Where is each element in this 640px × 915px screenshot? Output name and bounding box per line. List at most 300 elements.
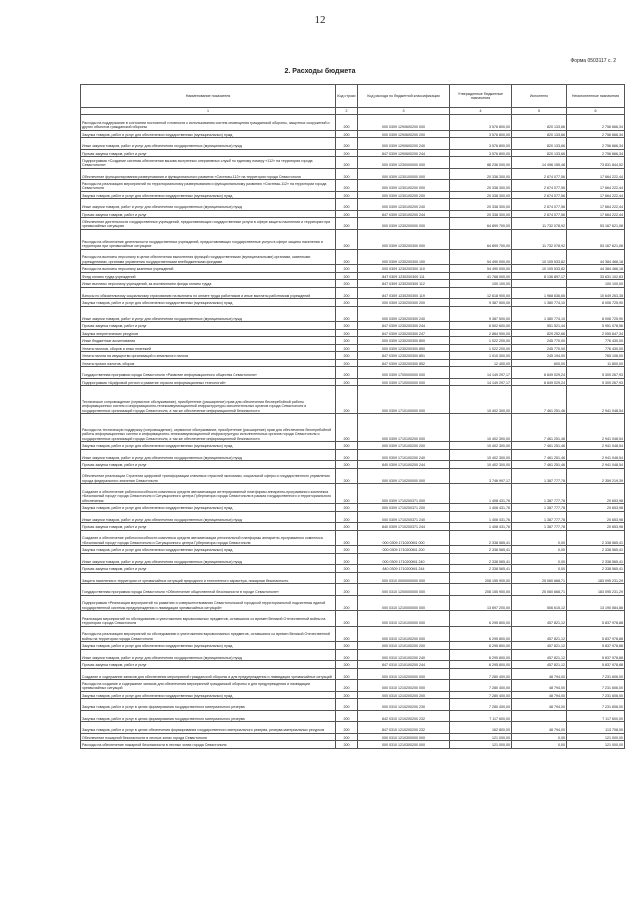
row-unexecuted: 2 756 666,34 xyxy=(567,115,625,131)
row-line-code: 200 xyxy=(336,611,358,627)
row-class-code: 000 0310 1210000000 000 xyxy=(358,595,450,611)
row-class-code: 000 0310 1210100200 240 xyxy=(358,649,450,661)
table-row xyxy=(81,680,625,692)
row-unexecuted: 121 000,00 xyxy=(567,733,625,741)
table-row xyxy=(81,710,625,722)
row-class-code: 000 0309 1230100200 000 xyxy=(358,180,450,192)
table-row xyxy=(81,329,625,337)
row-class-code: 000 0309 1230200300 000 xyxy=(358,229,450,249)
row-class-code: 000 0309 1290600200 000 xyxy=(358,115,450,131)
row-approved: 20 338 300,00 xyxy=(450,191,512,199)
row-name: Уплата прочих налогов, сборов xyxy=(81,359,336,367)
row-class-code: 000 0310 0000000000 000 xyxy=(358,572,450,584)
row-unexecuted: 13 190 584,88 xyxy=(567,595,625,611)
row-line-code: 200 xyxy=(336,157,358,169)
row-name: Прочая закупка товаров, работ и услуг xyxy=(81,210,336,218)
row-line-code: 200 xyxy=(336,584,358,596)
row-name: Подпрограмма «Создание системы обеспечения вызова экстренных оперативных служб по единому номеру «112» на территории города Севастополя» xyxy=(81,157,336,169)
row-executed: 7 461 251,46 xyxy=(512,414,567,442)
row-executed: 0,00 xyxy=(512,553,567,565)
table-row xyxy=(81,484,625,504)
row-unexecuted: 7 117 600,00 xyxy=(567,710,625,722)
row-name: Иные закупки товаров, работ и услуг для обеспечения государственных (муниципальных) нужд xyxy=(81,449,336,461)
table-row xyxy=(81,157,625,169)
row-class-code: 847 0309 1230200300 119 xyxy=(358,287,450,299)
row-executed: 10 105 533,82 xyxy=(512,265,567,273)
row-unexecuted: 2 941 048,54 xyxy=(567,461,625,469)
row-executed: 48 794,00 xyxy=(512,691,567,699)
row-approved: 2 338 565,41 xyxy=(450,553,512,565)
row-class-code: 000 0309 1230100200 200 xyxy=(358,191,450,199)
row-executed: 0,00 xyxy=(512,546,567,554)
row-executed: 245 194,00 xyxy=(512,352,567,360)
row-approved: 9 387 500,00 xyxy=(450,299,512,307)
table-row xyxy=(81,733,625,741)
row-line-code: 200 xyxy=(336,661,358,669)
row-line-code: 200 xyxy=(336,565,358,573)
row-unexecuted: 2 756 666,34 xyxy=(567,149,625,157)
column-number: 5 xyxy=(512,108,567,115)
row-executed: 11 732 078,92 xyxy=(512,218,567,230)
row-executed: 1 387 777,78 xyxy=(512,504,567,512)
table-row xyxy=(81,367,625,379)
row-approved: 1 408 431,76 xyxy=(450,523,512,531)
row-class-code: 847 0309 1230200300 112 xyxy=(358,280,450,288)
row-unexecuted: 7 231 606,00 xyxy=(567,668,625,680)
row-executed: 457 821,12 xyxy=(512,649,567,661)
row-executed: 0,00 xyxy=(512,733,567,741)
row-class-code: 000 0309 1230100200 240 xyxy=(358,199,450,211)
row-approved: 121 000,00 xyxy=(450,741,512,749)
row-class-code: 000 0309 1700000000 000 xyxy=(358,367,450,379)
row-approved: 2 338 565,41 xyxy=(450,546,512,554)
row-executed: 1 380 774,10 xyxy=(512,299,567,307)
row-approved: 14 149 297,17 xyxy=(450,367,512,379)
row-line-code: 200 xyxy=(336,322,358,330)
row-line-code: 200 xyxy=(336,414,358,442)
row-executed: 48 794,00 xyxy=(512,699,567,711)
row-executed: 2 674 077,56 xyxy=(512,191,567,199)
row-unexecuted: 5 837 978,88 xyxy=(567,642,625,650)
row-executed: 2 674 077,56 xyxy=(512,210,567,218)
row-line-code: 200 xyxy=(336,572,358,584)
row-approved: 10 402 300,00 xyxy=(450,449,512,461)
table-row xyxy=(81,287,625,299)
table-row xyxy=(81,442,625,450)
row-executed: 48 794,00 xyxy=(512,668,567,680)
row-unexecuted: 53 167 621,08 xyxy=(567,218,625,230)
row-name: Государственная программа города Севастополя «Развитие информационного общества Севастополя» xyxy=(81,367,336,379)
table-row xyxy=(81,626,625,642)
row-executed: 245 770,00 xyxy=(512,337,567,345)
row-name: Закупка товаров, работ и услуг в целях формирования государственного материального резерва xyxy=(81,699,336,711)
row-unexecuted: 2 055 647,34 xyxy=(567,329,625,337)
row-unexecuted: 5 837 978,88 xyxy=(567,626,625,642)
row-name: Закупка товаров, работ и услуг в целях формирования государственного материального резерва xyxy=(81,710,336,722)
row-name: Реализация мероприятий по обследованию и уничтожению взрывоопасных предметов, оставшихся со времен Великой Отечественной войны на территории города Севастополя xyxy=(81,611,336,627)
row-unexecuted: 2 941 048,54 xyxy=(567,442,625,450)
row-executed: 457 821,12 xyxy=(512,642,567,650)
row-name: Создание и содержание запасов для обеспечения мероприятий гражданской обороны и для предупреждения и ликвидации чрезвычайных ситуаций xyxy=(81,668,336,680)
row-unexecuted: 100 100,00 xyxy=(567,280,625,288)
row-name: Расходы на поддержание в состоянии постоянной готовности к использованию систем оповещения гражданской обороны, защитных сооружений и других объектов гражданской обороны xyxy=(81,115,336,131)
row-line-code: 200 xyxy=(336,359,358,367)
row-unexecuted: 776 430,00 xyxy=(567,344,625,352)
row-executed: 48 794,00 xyxy=(512,722,567,734)
row-executed: 1 387 777,78 xyxy=(512,523,567,531)
row-unexecuted: 5 951 078,56 xyxy=(567,322,625,330)
row-name: Закупка товаров, работ и услуг для обеспечения государственных (муниципальных) нужд xyxy=(81,130,336,138)
row-unexecuted: 183 095 231,29 xyxy=(567,584,625,596)
column-number: 3 xyxy=(358,108,450,115)
row-unexecuted: 11 800,00 xyxy=(567,359,625,367)
table-row xyxy=(81,130,625,138)
row-class-code: 000 0309 1290600200 240 xyxy=(358,138,450,150)
row-class-code: 000 0310 1210300000 000 xyxy=(358,733,450,741)
table-row xyxy=(81,546,625,554)
row-executed: 1 387 777,78 xyxy=(512,511,567,523)
row-unexecuted: 2 338 565,41 xyxy=(567,530,625,546)
row-line-code: 200 xyxy=(336,115,358,131)
row-executed: 48 794,00 xyxy=(512,680,567,692)
row-name: Подпрограмма «Реализация мероприятий по развитию и совершенствованию Севастопольской городской территориальной подсистемы единой государственной системы предупреждения и ликвидации чрезвычайных ситуаций» xyxy=(81,595,336,611)
row-class-code: 000 0309 1230200300 200 xyxy=(358,299,450,307)
row-approved: 1 022 200,00 xyxy=(450,337,512,345)
row-approved: 6 295 800,00 xyxy=(450,661,512,669)
row-unexecuted: 776 430,00 xyxy=(567,337,625,345)
row-approved: 6 295 800,00 xyxy=(450,611,512,627)
table-row xyxy=(81,553,625,565)
row-line-code: 200 xyxy=(336,523,358,531)
row-unexecuted: 8 006 725,90 xyxy=(567,299,625,307)
row-name: Иные выплаты персоналу учреждений, за исключением фонда оплаты труда xyxy=(81,280,336,288)
row-line-code: 200 xyxy=(336,649,358,661)
row-line-code: 200 xyxy=(336,168,358,180)
row-line-code: 200 xyxy=(336,199,358,211)
row-class-code: 000 0310 1210200200 200 xyxy=(358,691,450,699)
table-row xyxy=(81,229,625,249)
row-line-code: 200 xyxy=(336,272,358,280)
row-line-code: 200 xyxy=(336,449,358,461)
row-class-code: 840 0309 1710200371 244 xyxy=(358,523,450,531)
row-executed: 457 821,12 xyxy=(512,611,567,627)
row-unexecuted: 44 384 466,18 xyxy=(567,249,625,265)
row-unexecuted: 17 664 222,44 xyxy=(567,199,625,211)
row-line-code: 200 xyxy=(336,329,358,337)
row-approved: 20 338 300,00 xyxy=(450,210,512,218)
table-row xyxy=(81,523,625,531)
table-row xyxy=(81,210,625,218)
row-class-code: 000 0310 1210200000 000 xyxy=(358,668,450,680)
row-unexecuted: 7 231 606,00 xyxy=(567,699,625,711)
row-approved: 13 697 200,00 xyxy=(450,595,512,611)
row-line-code: 200 xyxy=(336,504,358,512)
row-line-code: 200 xyxy=(336,280,358,288)
table-row xyxy=(81,595,625,611)
row-approved: 54 490 000,00 xyxy=(450,265,512,273)
row-unexecuted: 20 653,98 xyxy=(567,511,625,523)
row-name: Иные закупки товаров, работ и услуг для обеспечения государственных (муниципальных) нужд xyxy=(81,511,336,523)
row-class-code: 000 0310 1210300200 000 xyxy=(358,741,450,749)
row-line-code: 200 xyxy=(336,344,358,352)
row-name: Закупка товаров, работ и услуг для обеспечения государственных (муниципальных) нужд xyxy=(81,299,336,307)
row-approved: 6 295 800,00 xyxy=(450,649,512,661)
row-name: Закупка товаров, работ и услуг для обеспечения государственных (муниципальных) нужд xyxy=(81,442,336,450)
table-row xyxy=(81,504,625,512)
row-unexecuted: 765 106,00 xyxy=(567,352,625,360)
table-row xyxy=(81,191,625,199)
row-approved: 20 338 300,00 xyxy=(450,168,512,180)
row-name: Защита населения и территории от чрезвычайных ситуаций природного и техногенного характера, пожарная безопасность xyxy=(81,572,336,584)
row-name: Иные закупки товаров, работ и услуг для обеспечения государственных (муниципальных) нужд xyxy=(81,306,336,322)
row-approved: 10 402 300,00 xyxy=(450,386,512,414)
row-unexecuted: 44 384 466,18 xyxy=(567,265,625,273)
row-name: Закупка товаров, работ и услуг для обеспечения государственных (муниципальных) нужд xyxy=(81,191,336,199)
row-unexecuted: 17 664 222,44 xyxy=(567,168,625,180)
page-number: 12 xyxy=(314,14,326,26)
row-line-code: 200 xyxy=(336,180,358,192)
row-unexecuted: 2 941 048,54 xyxy=(567,386,625,414)
row-name: Прочая закупка товаров, работ и услуг xyxy=(81,661,336,669)
row-unexecuted: 2 338 565,41 xyxy=(567,565,625,573)
row-class-code: 000 0309 1230100000 000 xyxy=(358,168,450,180)
row-unexecuted: 2 756 666,34 xyxy=(567,130,625,138)
row-approved: 10 402 300,00 xyxy=(450,414,512,442)
row-unexecuted: 113 708,00 xyxy=(567,722,625,734)
row-executed: 551 521,44 xyxy=(512,322,567,330)
row-class-code: 847 0310 1210100200 244 xyxy=(358,661,450,669)
table-row xyxy=(81,722,625,734)
table-row xyxy=(81,642,625,650)
row-approved: 3 576 800,00 xyxy=(450,130,512,138)
row-class-code: 842 0310 1210200200 232 xyxy=(358,710,450,722)
table-row xyxy=(81,352,625,360)
row-class-code: 000 0309 1230200300 100 xyxy=(358,249,450,265)
row-approved: 3 576 800,00 xyxy=(450,115,512,131)
row-class-code: 000 0309 1710200371 240 xyxy=(358,511,450,523)
row-unexecuted: 7 231 606,00 xyxy=(567,680,625,692)
row-approved: 41 768 000,00 xyxy=(450,272,512,280)
row-name: Обеспечение реализации Стратегии цифровой трансформации ключевых отраслей экономики, социальной сферы и государственного управления города федерального значения Севастополя xyxy=(81,468,336,484)
row-executed: 25 060 668,71 xyxy=(512,572,567,584)
row-line-code: 200 xyxy=(336,461,358,469)
row-executed: 1 968 636,65 xyxy=(512,287,567,299)
row-unexecuted: 17 664 222,44 xyxy=(567,191,625,199)
table-row xyxy=(81,149,625,157)
row-class-code: 840 0309 1710200M1 244 xyxy=(358,565,450,573)
table-row xyxy=(81,386,625,414)
column-number: 2 xyxy=(336,108,358,115)
row-approved: 6 295 800,00 xyxy=(450,626,512,642)
table-row xyxy=(81,218,625,230)
row-name: Взносы по обязательному социальному страхованию на выплаты по оплате труда работников и иные выплаты работникам учреждений xyxy=(81,287,336,299)
row-unexecuted: 5 837 978,88 xyxy=(567,661,625,669)
row-executed: 7 461 251,46 xyxy=(512,461,567,469)
row-executed: 600,00 xyxy=(512,359,567,367)
row-unexecuted: 5 837 978,88 xyxy=(567,611,625,627)
row-class-code: 000 0309 1710100200 000 xyxy=(358,414,450,442)
section-title: 2. Расходы бюджета xyxy=(284,68,356,75)
row-unexecuted: 8 006 725,90 xyxy=(567,306,625,322)
row-line-code: 200 xyxy=(336,530,358,546)
row-line-code: 200 xyxy=(336,265,358,273)
row-executed: 1 387 777,78 xyxy=(512,484,567,504)
row-name: Закупка товаров, работ и услуг для обеспечения государственных (муниципальных) нужд xyxy=(81,691,336,699)
row-executed: 0,00 xyxy=(512,741,567,749)
row-name: Закупка энергетических ресурсов xyxy=(81,329,336,337)
row-class-code: 000 0309 1710200M1 200 xyxy=(358,546,450,554)
row-name: Создание и обеспечение работоспособности комплекса средств автоматизации региональной платформы аппаратно-программного комплекса «Безопасный город» города Севастополя и Ситуационного центра Губернатора города Севастополя xyxy=(81,530,336,546)
row-approved: 121 000,00 xyxy=(450,733,512,741)
row-executed: 0,00 xyxy=(512,565,567,573)
row-line-code: 200 xyxy=(336,546,358,554)
row-unexecuted: 2 359 219,39 xyxy=(567,468,625,484)
header-code-class: Код расхода по бюджетной классификации xyxy=(358,85,450,108)
row-approved: 14 149 297,17 xyxy=(450,378,512,386)
row-approved: 88 236 000,00 xyxy=(450,157,512,169)
row-approved: 20 338 300,00 xyxy=(450,199,512,211)
row-name: Расходы на создание и содержание запасов для обеспечения мероприятий гражданской обороны и для предупреждения и ликвидации чрезвычайных ситуаций xyxy=(81,680,336,692)
row-name: Обеспечение деятельности государственных учреждений, предоставляющих государственные услуги в сфере защиты населения и территории при чрезвычайных ситуациях xyxy=(81,218,336,230)
row-line-code: 200 xyxy=(336,337,358,345)
row-executed xyxy=(512,280,567,288)
row-class-code: 847 0309 1230200300 852 xyxy=(358,359,450,367)
row-line-code: 200 xyxy=(336,210,358,218)
row-line-code: 200 xyxy=(336,733,358,741)
row-class-code: 847 0309 1230200300 111 xyxy=(358,272,450,280)
row-unexecuted: 2 941 048,54 xyxy=(567,449,625,461)
row-name: Прочая закупка товаров, работ и услуг xyxy=(81,149,336,157)
row-name: Уплата налога на имущество организаций и земельного налога xyxy=(81,352,336,360)
table-row xyxy=(81,691,625,699)
row-class-code: 000 0310 1210100200 000 xyxy=(358,626,450,642)
row-line-code: 200 xyxy=(336,130,358,138)
row-approved: 64 899 700,00 xyxy=(450,218,512,230)
row-approved: 1 408 431,76 xyxy=(450,504,512,512)
row-class-code: 000 0310 1210200200 230 xyxy=(358,699,450,711)
table-row xyxy=(81,699,625,711)
row-class-code: 000 0309 1710200371 000 xyxy=(358,484,450,504)
row-executed: 820 133,66 xyxy=(512,138,567,150)
row-approved: 100 100,00 xyxy=(450,280,512,288)
row-line-code: 200 xyxy=(336,722,358,734)
row-line-code: 200 xyxy=(336,306,358,322)
row-executed: 820 133,66 xyxy=(512,149,567,157)
row-unexecuted: 20 653,98 xyxy=(567,484,625,504)
row-line-code: 200 xyxy=(336,511,358,523)
row-line-code: 200 xyxy=(336,468,358,484)
table-row xyxy=(81,322,625,330)
row-line-code: 200 xyxy=(336,299,358,307)
row-unexecuted: 33 631 102,83 xyxy=(567,272,625,280)
header-executed: Исполнено xyxy=(512,85,567,108)
row-executed: 7 461 251,46 xyxy=(512,386,567,414)
row-name: Уплата налогов, сборов и иных платежей xyxy=(81,344,336,352)
table-row xyxy=(81,572,625,584)
row-approved: 1 408 431,76 xyxy=(450,511,512,523)
row-unexecuted: 5 300 267,93 xyxy=(567,378,625,386)
form-label: Форма 0503117 с. 2 xyxy=(570,58,616,64)
row-approved: 3 576 800,00 xyxy=(450,149,512,157)
row-executed: 457 821,12 xyxy=(512,626,567,642)
row-unexecuted: 20 653,98 xyxy=(567,523,625,531)
row-approved: 7 280 400,00 xyxy=(450,668,512,680)
table-row xyxy=(81,649,625,661)
table-row xyxy=(81,337,625,345)
table-row xyxy=(81,565,625,573)
row-executed: 820 133,66 xyxy=(512,130,567,138)
row-line-code: 200 xyxy=(336,668,358,680)
table-row xyxy=(81,359,625,367)
row-class-code: 000 0309 1710100000 000 xyxy=(358,386,450,414)
row-line-code: 200 xyxy=(336,229,358,249)
column-number-row xyxy=(81,108,625,115)
row-class-code: 000 0309 1710200371 200 xyxy=(358,504,450,512)
row-unexecuted: 53 167 621,08 xyxy=(567,229,625,249)
row-line-code: 200 xyxy=(336,249,358,265)
header-row xyxy=(81,85,625,108)
row-approved: 20 338 300,00 xyxy=(450,180,512,192)
row-unexecuted: 5 300 267,93 xyxy=(567,367,625,379)
table-row xyxy=(81,511,625,523)
row-unexecuted: 73 831 844,52 xyxy=(567,157,625,169)
row-unexecuted: 183 095 231,29 xyxy=(567,572,625,584)
row-name: Расходы на выплаты персоналу казенных учреждений xyxy=(81,265,336,273)
table-row xyxy=(81,249,625,265)
column-number: 4 xyxy=(450,108,512,115)
table-row xyxy=(81,168,625,180)
row-executed: 14 496 155,48 xyxy=(512,157,567,169)
row-executed: 2 674 077,56 xyxy=(512,199,567,211)
row-line-code: 200 xyxy=(336,138,358,150)
row-approved: 3 576 800,00 xyxy=(450,138,512,150)
row-line-code: 200 xyxy=(336,386,358,414)
table-row xyxy=(81,299,625,307)
table-row xyxy=(81,584,625,596)
row-approved: 7 280 400,00 xyxy=(450,691,512,699)
table-row xyxy=(81,306,625,322)
table-row xyxy=(81,661,625,669)
row-executed: 7 461 251,46 xyxy=(512,449,567,461)
table-row xyxy=(81,199,625,211)
row-class-code: 847 0309 1230200300 244 xyxy=(358,322,450,330)
row-name: Иные закупки товаров, работ и услуг для обеспечения государственных (муниципальных) нужд xyxy=(81,649,336,661)
row-name: Закупка товаров, работ и услуг в целях обеспечения формирования государственного материального резерва, резерва материальных ресурсов xyxy=(81,722,336,734)
row-approved: 2 338 565,41 xyxy=(450,565,512,573)
row-class-code: 000 0309 1710100200 200 xyxy=(358,442,450,450)
row-class-code: 000 0309 1230200300 110 xyxy=(358,265,450,273)
row-executed: 7 461 251,46 xyxy=(512,442,567,450)
row-unexecuted: 5 837 978,88 xyxy=(567,649,625,661)
row-name: Закупка товаров, работ и услуг для обеспечения государственных (муниципальных) нужд xyxy=(81,642,336,650)
row-approved: 1 010 300,00 xyxy=(450,352,512,360)
row-line-code: 200 xyxy=(336,484,358,504)
row-line-code: 200 xyxy=(336,367,358,379)
row-line-code: 200 xyxy=(336,287,358,299)
row-class-code: 000 0310 1200000000 000 xyxy=(358,584,450,596)
table-row xyxy=(81,468,625,484)
row-line-code: 200 xyxy=(336,595,358,611)
row-unexecuted: 7 231 606,00 xyxy=(567,691,625,699)
row-approved: 2 338 565,41 xyxy=(450,530,512,546)
row-class-code: 000 0310 1210200200 000 xyxy=(358,680,450,692)
row-name: Расходы на реализацию мероприятий по обследованию и уничтожению взрывоопасных предметов, оставшихся со времен Великой Отечественной войны на территории города Севастополя xyxy=(81,626,336,642)
row-approved: 7 117 600,00 xyxy=(450,710,512,722)
row-name: Фонд оплаты труда учреждений xyxy=(81,272,336,280)
row-name: Расходы на реализацию мероприятий по территориальному развертыванию и функциональному развитию «Системы-112» на территории города Севастополя xyxy=(81,180,336,192)
row-line-code: 200 xyxy=(336,378,358,386)
row-name: Расходы на техническую поддержку (сопровождение), сервисное обслуживание, приобретение (расширение) прав для обеспечения бесперебойной работы информационных систем и информационно-телекоммуникационной инфраструктуры исполнительных органов города Севастополя и государственных организаций города Севастополя, а так же обеспечение информационной безопасности xyxy=(81,414,336,442)
